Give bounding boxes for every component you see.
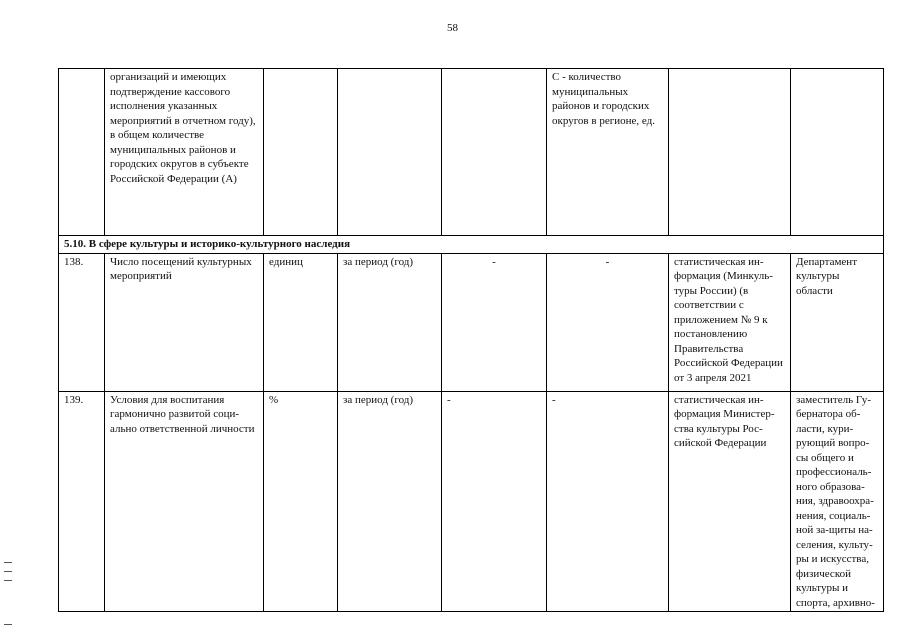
cell-source xyxy=(669,69,791,236)
period: за период (год) xyxy=(338,253,442,391)
continuation-row xyxy=(59,69,884,236)
period: за период (год) xyxy=(338,391,442,612)
source: статистическая информация Министерства культуры Российской Федерации xyxy=(669,391,791,612)
responsible: заместитель Губернатора области, курирующий вопросы общего и профессионального образования, здравоохранения, социальной за-щиты населения, культуры и искусства, физической культуры и спорта, архивно- xyxy=(791,391,884,612)
table-row xyxy=(59,253,884,391)
margin-mark xyxy=(4,580,12,581)
indicator-name: организаций и имеющих подтверждение кассового исполнения указанных мероприятий в отчетном году), в общем количестве муниципальных районов и городских округов в субъекте Российской Федерации (А) xyxy=(105,69,264,236)
page-number: 58 xyxy=(447,22,458,34)
section-row xyxy=(59,236,884,254)
cell-period xyxy=(338,69,442,236)
indicator-name: Условия для воспитания гармонично развитой социально ответственной личности xyxy=(105,391,264,612)
value-col5: - xyxy=(442,391,547,612)
cell-col5 xyxy=(442,69,547,236)
table-row xyxy=(59,391,884,612)
cell-responsible xyxy=(791,69,884,236)
unit: % xyxy=(264,391,338,612)
indicator-name: Число посещений культурных мероприятий xyxy=(105,253,264,391)
indicators-table xyxy=(58,68,884,612)
responsible: Департамент культуры области xyxy=(791,253,884,391)
value-col5: - xyxy=(442,253,547,391)
formula-note: С - количество муниципальных районов и городских округов в регионе, ед. xyxy=(547,69,669,236)
source: статистическая информация (Минкультуры России) (в соответствии с приложением № 9 к постановлению Правительства Российской Федерации от 3 апреля 2021 xyxy=(669,253,791,391)
row-number: 138. xyxy=(59,253,105,391)
row-number: 139. xyxy=(59,391,105,612)
value-col6: - xyxy=(547,253,669,391)
value-col6: - xyxy=(547,391,669,612)
margin-mark xyxy=(4,571,12,572)
margin-mark xyxy=(4,562,12,563)
cell-unit xyxy=(264,69,338,236)
section-title: 5.10. В сфере культуры и историко-культурного наследия xyxy=(59,236,884,254)
unit: единиц xyxy=(264,253,338,391)
cell-num xyxy=(59,69,105,236)
margin-mark xyxy=(4,624,12,625)
